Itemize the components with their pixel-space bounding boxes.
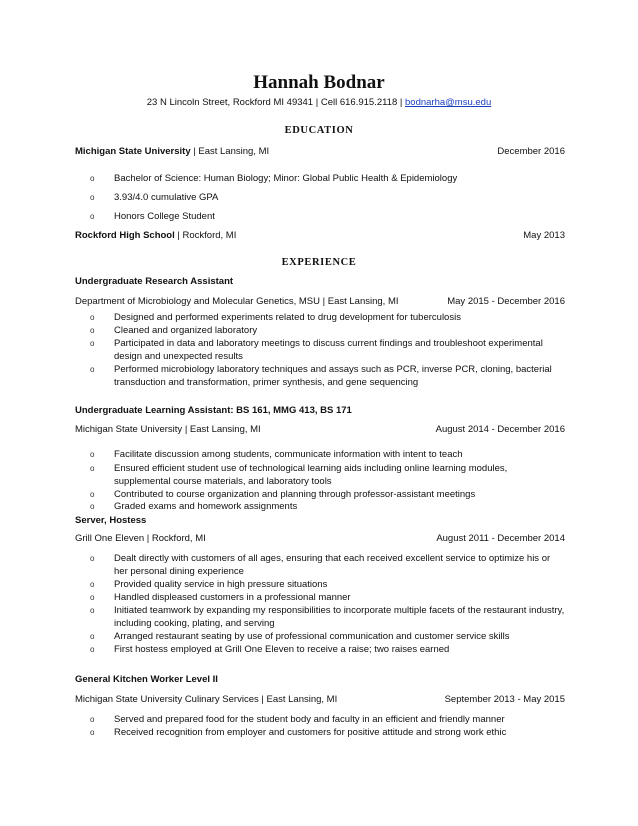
bullet-marker: o: [90, 313, 95, 322]
job-org-line: [75, 533, 565, 544]
list-item: [90, 604, 565, 630]
list-item-text: Served and prepared food for the student body and faculty in an efficient and friendly manner: [114, 714, 505, 725]
email-link[interactable]: bodnarha@msu.edu: [405, 97, 492, 108]
education-entry-msu: [75, 146, 565, 157]
school-location: | Rockford, MI: [174, 230, 237, 241]
bullet-marker: o: [90, 580, 95, 589]
list-item: [90, 311, 565, 324]
school-name: Michigan State University: [75, 146, 191, 157]
job-org: Michigan State University Culinary Services | East Lansing, MI: [75, 694, 338, 705]
list-item-text: Participated in data and laboratory meetings to discuss current findings and troubleshoot experimental design and unexpected results: [114, 338, 543, 362]
list-item: [90, 363, 565, 389]
bullet-marker: o: [90, 450, 95, 459]
school-name: Rockford High School: [75, 230, 175, 241]
list-item: [90, 448, 565, 461]
job-title: General Kitchen Worker Level II: [75, 674, 218, 685]
list-item: [90, 500, 565, 513]
job-org-line: [75, 296, 565, 307]
bullet-marker: o: [90, 339, 95, 348]
list-item: [90, 210, 565, 223]
list-item-text: Contributed to course organization and planning through professor-assistant meetings: [114, 489, 476, 500]
list-item: [90, 552, 565, 578]
list-item-text: Provided quality service in high pressure situations: [114, 579, 328, 590]
school-date: May 2013: [523, 230, 565, 241]
school-location: | East Lansing, MI: [190, 146, 270, 157]
list-item: [90, 172, 565, 185]
job-org: Grill One Eleven | Rockford, MI: [75, 533, 206, 544]
job-title: Undergraduate Research Assistant: [75, 276, 234, 287]
job-org-line: [75, 694, 565, 705]
bullet-marker: o: [90, 365, 95, 374]
list-item-text: Honors College Student: [114, 211, 215, 222]
job-org: Michigan State University | East Lansing, MI: [75, 424, 261, 435]
list-item: [90, 191, 565, 204]
list-item: [90, 337, 565, 363]
job-date: September 2013 - May 2015: [444, 694, 565, 705]
list-item: [90, 643, 565, 656]
list-item-text: Designed and performed experiments related to drug development for tuberculosis: [114, 312, 461, 323]
list-item-text: Ensured efficient student use of technological learning aids including online learning modules, supplemental course materials, and laboratory tools: [114, 463, 508, 487]
bullet-marker: o: [90, 212, 95, 221]
list-item: [90, 324, 565, 337]
job-org-line: [75, 424, 565, 435]
list-item-text: Dealt directly with customers of all ages, ensuring that each received excellent service to optimize his or her personal dining experience: [114, 553, 551, 577]
list-item-text: Cleaned and organized laboratory: [114, 325, 258, 336]
list-item: [90, 578, 565, 591]
candidate-name: Hannah Bodnar: [253, 72, 385, 93]
bullet-marker: o: [90, 606, 95, 615]
job-date: May 2015 - December 2016: [447, 296, 565, 307]
list-item-text: Handled displeased customers in a professional manner: [114, 592, 351, 603]
list-item-text: 3.93/4.0 cumulative GPA: [114, 192, 219, 203]
education-entry-rockford: [75, 230, 565, 241]
bullet-marker: o: [90, 593, 95, 602]
list-item: [90, 630, 565, 643]
job-title: Undergraduate Learning Assistant: BS 161, MMG 413, BS 171: [75, 405, 352, 416]
list-item-text: Facilitate discussion among students, communicate information with intent to teach: [114, 449, 463, 460]
list-item-text: Bachelor of Science: Human Biology; Minor: Global Public Health & Epidemiology: [114, 173, 458, 184]
bullet-marker: o: [90, 464, 95, 473]
bullet-marker: o: [90, 502, 95, 511]
job-title: Server, Hostess: [75, 515, 147, 526]
list-item-text: Arranged restaurant seating by use of professional communication and customer service skills: [114, 631, 510, 642]
job-date: August 2014 - December 2016: [435, 424, 565, 435]
education-heading: EDUCATION: [284, 125, 354, 136]
bullet-marker: o: [90, 715, 95, 724]
bullet-marker: o: [90, 193, 95, 202]
bullet-marker: o: [90, 326, 95, 335]
list-item: [90, 591, 565, 604]
bullet-marker: o: [90, 645, 95, 654]
list-item: [90, 462, 565, 488]
list-item-text: First hostess employed at Grill One Eleven to receive a raise; two raises earned: [114, 644, 450, 655]
bullet-marker: o: [90, 728, 95, 737]
job-org: Department of Microbiology and Molecular Genetics, MSU | East Lansing, MI: [75, 296, 399, 307]
job-date: August 2011 - December 2014: [436, 533, 565, 544]
bullet-marker: o: [90, 632, 95, 641]
list-item-text: Graded exams and homework assignments: [114, 501, 298, 512]
list-item-text: Initiated teamwork by expanding my responsibilities to incorporate multiple facets of the restaurant industry, including cooking, plating, and serving: [114, 605, 565, 629]
list-item-text: Received recognition from employer and customers for positive attitude and strong work ethic: [114, 727, 507, 738]
contact-line: [0, 97, 638, 108]
list-item: [90, 713, 565, 726]
bullet-marker: o: [90, 554, 95, 563]
contact-details: 23 N Lincoln Street, Rockford MI 49341 | Cell 616.915.2118 |: [146, 97, 405, 108]
experience-heading: EXPERIENCE: [281, 257, 357, 268]
list-item-text: Performed microbiology laboratory techniques and assays such as PCR, inverse PCR, cloning, bacterial transduction and transformation, primer synthesis, and gene sequencing: [114, 364, 552, 388]
school-date: December 2016: [497, 146, 565, 157]
bullet-marker: o: [90, 174, 95, 183]
bullet-marker: o: [90, 490, 95, 499]
list-item: [90, 726, 565, 739]
